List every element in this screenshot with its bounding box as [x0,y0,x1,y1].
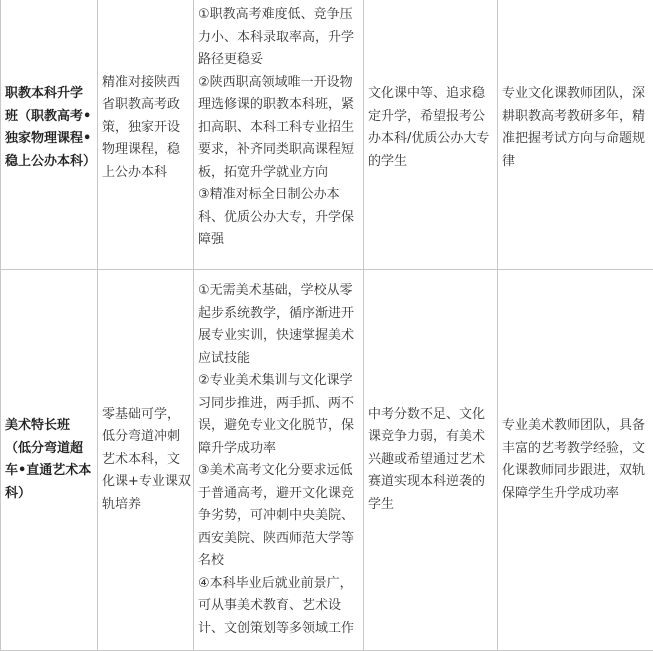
advantage-item: ①职教高考难度低、竞争压力小、本科录取率高，升学路径更稳妥 [198,4,361,72]
advantage-item: ③美术高考文化分要求远低于普通高考，避开文化课竞争劣势，可冲刺中央美院、西安美院、陕西师范大学等名校 [198,460,361,573]
table-row [1,270,653,651]
class-name-cell: 职教本科升学班（职教高考•独家物理课程•稳上公办本科） [1,0,98,270]
class-advantages-cell [194,0,364,270]
class-advantages-cell [194,270,364,651]
advantage-item: ①无需美术基础，学校从零起步系统教学，循序渐进开展专业实训，快速掌握美术应试技能 [198,280,361,370]
table-row [1,0,653,270]
target-students-cell: 中考分数不足、文化课竞争力弱，有美术兴趣或希望通过艺术赛道实现本科逆袭的学生 [364,270,498,651]
target-students-cell: 文化课中等、追求稳定升学，希望报考公办本科/优质公办大专的学生 [364,0,498,270]
advantage-item: ②专业美术集训与文化课学习同步推进，两手抓、两不误，避免专业文化脱节，保障升学成功率 [198,370,361,460]
teacher-team-cell: 专业美术教师团队，具备丰富的艺考教学经验，文化课教师同步跟进，双轨保障学生升学成功率 [498,270,653,651]
teacher-team-cell: 专业文化课教师团队，深耕职教高考教研多年，精准把握考试方向与命题规律 [498,0,653,270]
advantage-item: ②陕西职高领域唯一开设物理选修课的职教本科班，紧扣高职、本科工科专业招生要求，补齐同类职高课程短板，拓宽升学就业方向 [198,72,361,185]
advantage-item: ④本科毕业后就业前景广，可从事美术教育、艺术设计、文创策划等多领域工作 [198,573,361,641]
class-name-cell: 美术特长班（低分弯道超车•直通艺术本科） [1,270,98,651]
class-target-cell: 零基础可学，低分弯道冲刺艺术本科，文化课+专业课双轨培养 [98,270,194,651]
class-target-cell: 精准对接陕西省职教高考政策，独家开设物理课程，稳上公办本科 [98,0,194,270]
advantage-item: ③精准对标全日制公办本科、优质公办大专，升学保障强 [198,184,361,252]
